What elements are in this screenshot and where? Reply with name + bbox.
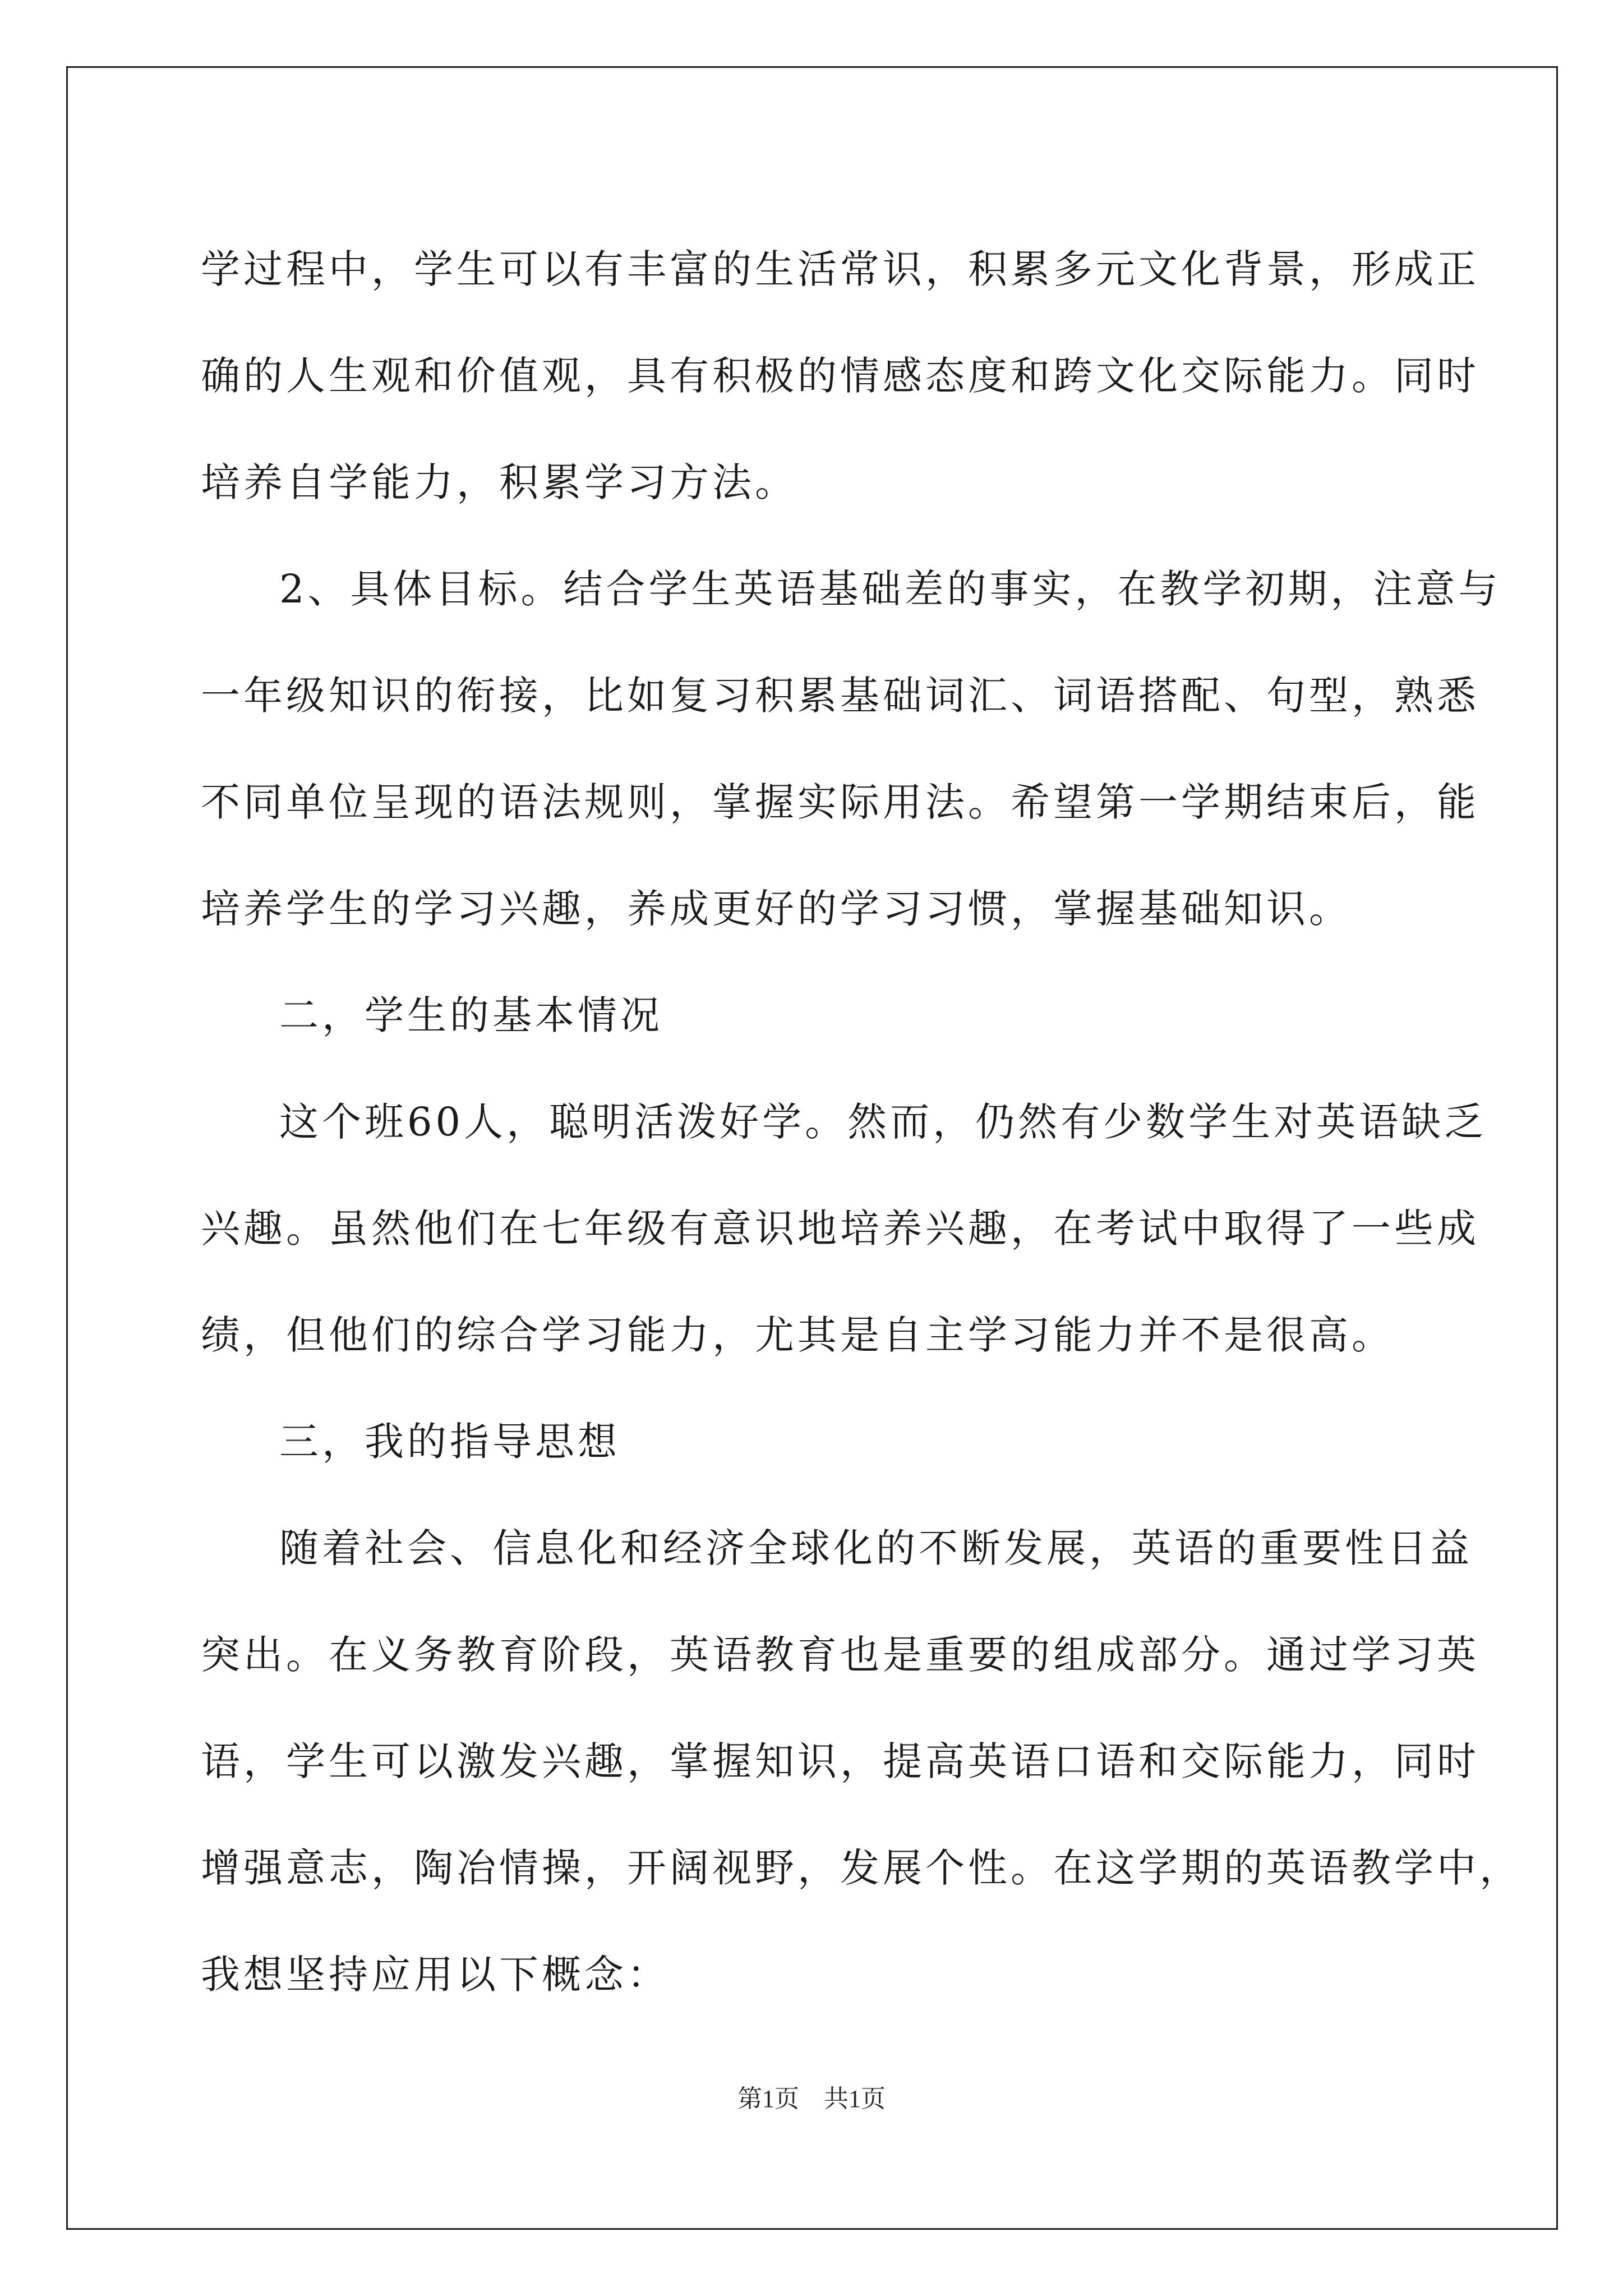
text-line: 学过程中，学生可以有丰富的生活常识，积累多元文化背景，形成正 [201, 246, 1479, 292]
text-line: 增强意志，陶冶情操，开阔视野，发展个性。在这学期的英语教学中， [201, 1845, 1522, 1891]
text-line: 2、具体目标。结合学生英语基础差的事实，在教学初期，注意与 [279, 566, 1501, 612]
text-line: 绩，但他们的综合学习能力，尤其是自主学习能力并不是很高。 [201, 1312, 1394, 1358]
text-line: 这个班60人，聪明活泼好学。然而，仍然有少数学生对英语缺乏 [279, 1099, 1487, 1145]
text-line: 兴趣。虽然他们在七年级有意识地培养兴趣，在考试中取得了一些成 [201, 1205, 1479, 1251]
text-line: 不同单位呈现的语法规则，掌握实际用法。希望第一学期结束后，能 [201, 779, 1479, 825]
section-heading: 二，学生的基本情况 [279, 992, 663, 1038]
text-line: 一年级知识的衔接，比如复习积累基础词汇、词语搭配、句型，熟悉 [201, 673, 1479, 719]
text-line: 我想坚持应用以下概念： [201, 1952, 670, 1998]
text-line: 语，学生可以激发兴趣，掌握知识，提高英语口语和交际能力，同时 [201, 1738, 1479, 1784]
page-number-footer: 第1页 共1页 [737, 2085, 886, 2113]
section-heading: 三，我的指导思想 [279, 1419, 620, 1465]
text-line: 突出。在义务教育阶段，英语教育也是重要的组成部分。通过学习英 [201, 1632, 1479, 1678]
text-line: 培养自学能力，积累学习方法。 [201, 459, 797, 505]
text-line: 培养学生的学习兴趣，养成更好的学习习惯，掌握基础知识。 [201, 886, 1352, 932]
text-line: 确的人生观和价值观，具有积极的情感态度和跨文化交际能力。同时 [201, 353, 1479, 399]
document-body [201, 216, 1522, 2028]
text-line: 随着社会、信息化和经济全球化的不断发展，英语的重要性日益 [279, 1525, 1473, 1571]
